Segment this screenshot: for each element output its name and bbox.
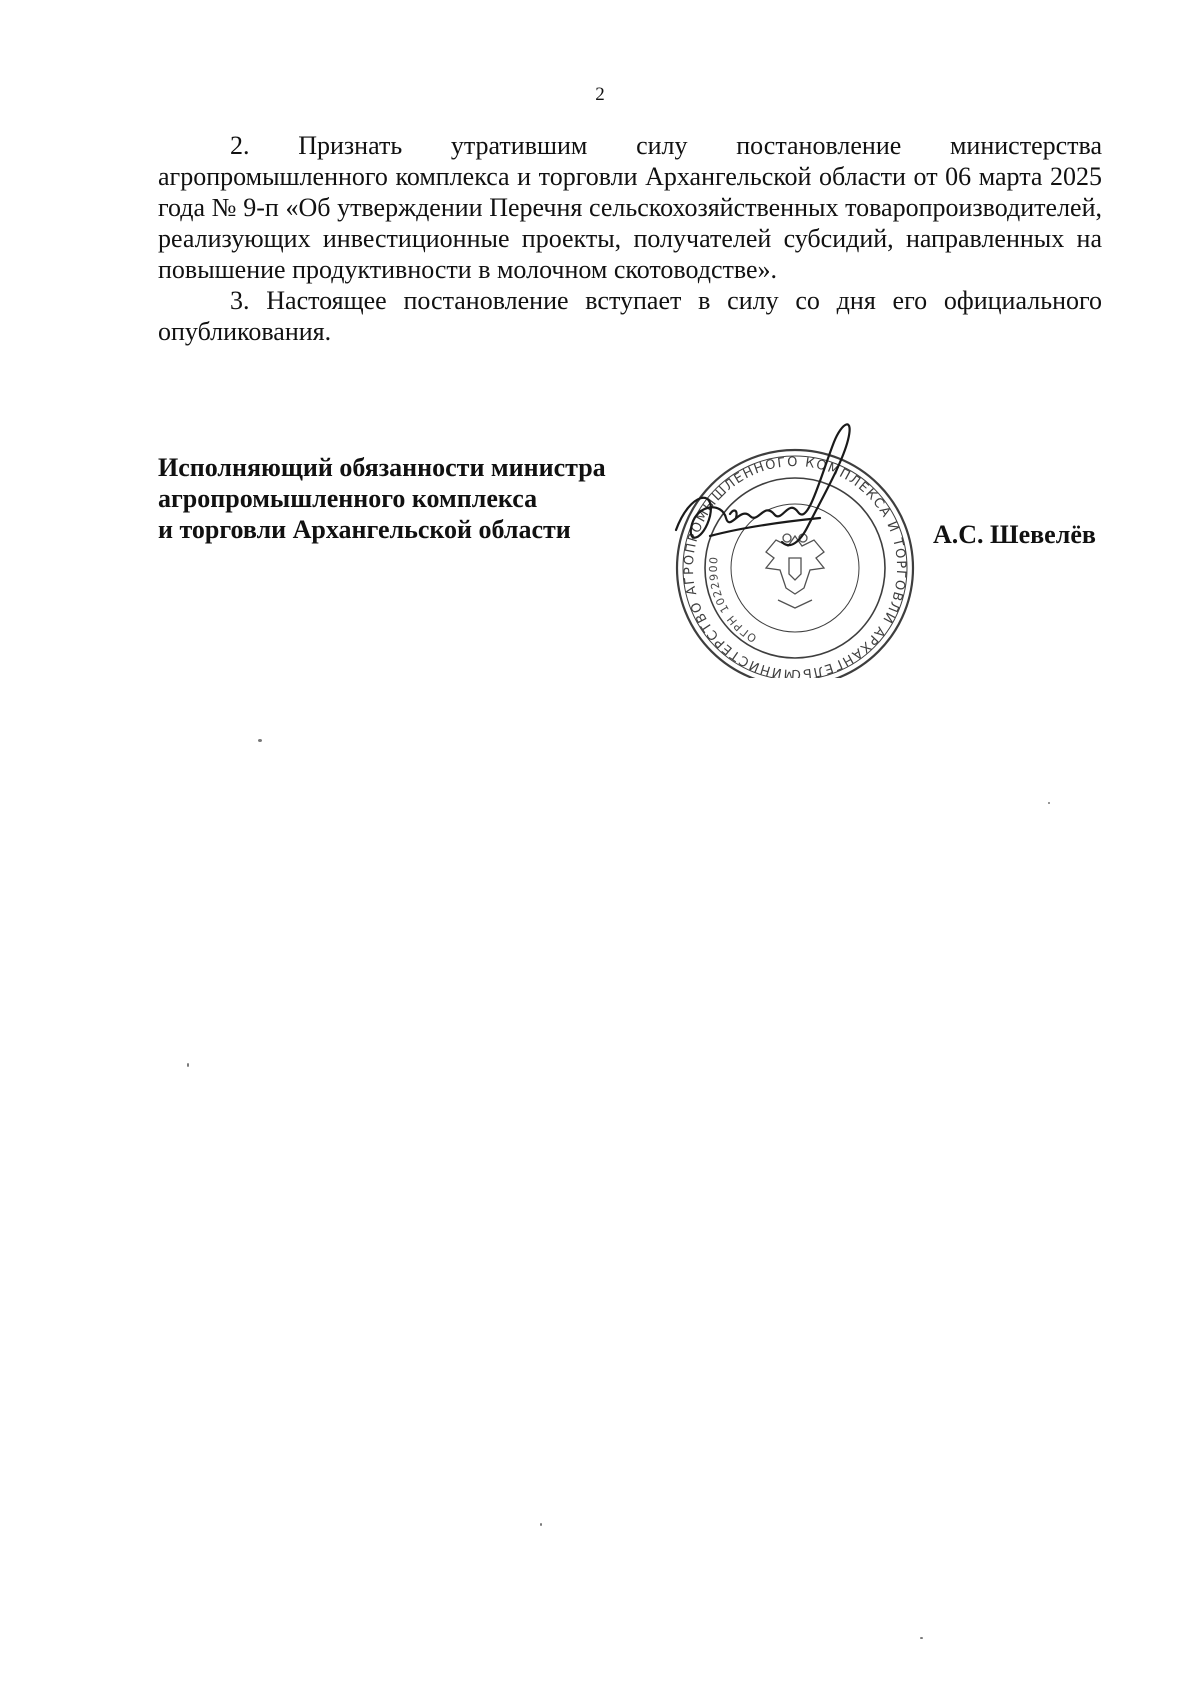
signatory-title-line: Исполняющий обязанности министра [158,453,606,482]
signatory-title-line: агропромышленного комплекса [158,484,538,513]
scan-speck [920,1637,923,1639]
coat-of-arms-icon [766,534,824,608]
paragraph-2: 2. Признать утратившим силу постановление министерства агропромышленного комплекса и торговли Архангельской области от 06 марта 2025 года № 9-п «Об утверждении Перечня сельскохозяйственных товаропроизводителей, реализующих инвестиционные проекты, получателей субсидий, направленных на повышение продуктивности в молочном скотоводстве». [158,131,1102,284]
svg-text:МИНИСТЕРСТВО АГРОПРОМЫШЛЕННОГО: МИНИСТЕРСТВО АГРОПРОМЫШЛЕННОГО КОМПЛЕКСА И ТОРГОВЛИ АРХАНГЕЛЬС [681,454,909,678]
scan-speck [1048,802,1050,804]
scan-speck [258,739,262,742]
page-number: 2 [595,84,605,105]
official-seal-icon [670,418,920,678]
document-body [158,130,1102,347]
signatory-name: А.С. Шевелёв [933,520,1096,549]
paragraph-3: 3. Настоящее постановление вступает в силу со дня его официального опубликования. [158,286,1102,346]
signatory-title [158,452,678,545]
scan-speck [540,1523,542,1526]
scan-speck [187,1063,189,1067]
svg-text:ОГРН 1022900: ОГРН 1022900 [706,555,759,645]
signatory-title-line: и торговли Архангельской области [158,515,571,544]
